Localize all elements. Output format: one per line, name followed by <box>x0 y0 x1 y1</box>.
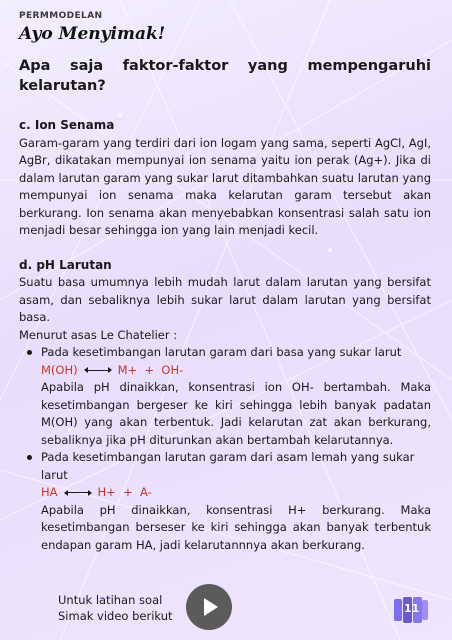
formula-2-right: H+ + A- <box>97 485 152 499</box>
content-body <box>19 117 431 554</box>
bullet-list <box>19 344 431 554</box>
play-video-button[interactable] <box>186 584 232 630</box>
formula-1 <box>41 362 431 380</box>
bullet-1-explanation: Apabila pH dinaikkan, konsentrasi ion OH- bertambah. Maka kesetimbangan bergeser ke kiri sehingga lebih banyak padatan M(OH) yang akan terbentuk. Jadi kelarutan zat akan berkurang, sebaliknya jika pH diturunkan akan bertambah kelarutannya. <box>41 380 431 447</box>
list-item <box>19 344 431 449</box>
video-prompt <box>58 592 173 624</box>
list-item <box>19 449 431 554</box>
question-title-line2: kelarutan? <box>19 78 106 94</box>
equilibrium-arrow-icon <box>64 489 92 497</box>
page-number-badge <box>392 596 430 624</box>
formula-2-left: HA <box>41 485 58 499</box>
video-prompt-line2: Simak video berikut <box>58 609 173 623</box>
formula-1-right: M+ + OH- <box>117 362 184 377</box>
question-title-line1: Apa saja faktor-faktor yang mempengaruhi <box>19 58 431 74</box>
section-subtitle: Ayo Menyimak! <box>19 24 166 44</box>
section-c-body: Garam-garam yang terdiri dari ion logam yang sama, seperti AgCl, AgI, AgBr, dikatakan mempunyai ion senama yaitu ion perak (Ag+). Jika di dalam larutan garam yang sukar larut ditambahkan suatu larutan yang mempunyai ion senama maka kelarutan garam tersebut akan berkurang. Ion senama akan menyebabkan konsentrasi salah satu ion menjadi besar sehingga ion yang lain menjadi kecil. <box>19 135 431 237</box>
bullet-2-explanation: Apabila pH dinaikkan, konsentrasi H+ berkurang. Maka kesetimbangan berseser ke kiri sehingga akan banyak terbentuk endapan garam HA, jadi kelarutannnya akan berkurang. <box>41 502 431 552</box>
bullet-2-text: Pada kesetimbangan larutan garam dari asam lemah yang sukar larut <box>41 450 415 482</box>
bullet-1-text: Pada kesetimbangan larutan garam dari basa yang sukar larut <box>41 345 402 359</box>
section-c-heading: c. Ion Senama <box>19 118 115 132</box>
section-d-body: Suatu basa umumnya lebih mudah larut dalam larutan yang bersifat asam, dan sebaliknya lebih sukar larut dalam larutan yang bersifat basa. <box>19 275 431 324</box>
video-prompt-line1: Untuk latihan soal <box>58 593 163 607</box>
equilibrium-arrow-icon <box>84 366 112 374</box>
formula-1-left: M(OH) <box>41 362 78 377</box>
section-d-intro: Menurut asas Le Chatelier : <box>19 327 178 342</box>
brand-label: PERMMODELAN <box>19 11 103 21</box>
page-number: 11 <box>404 602 420 615</box>
section-d-heading: d. pH Larutan <box>19 257 112 272</box>
play-icon <box>204 598 218 616</box>
formula-2 <box>41 484 431 502</box>
